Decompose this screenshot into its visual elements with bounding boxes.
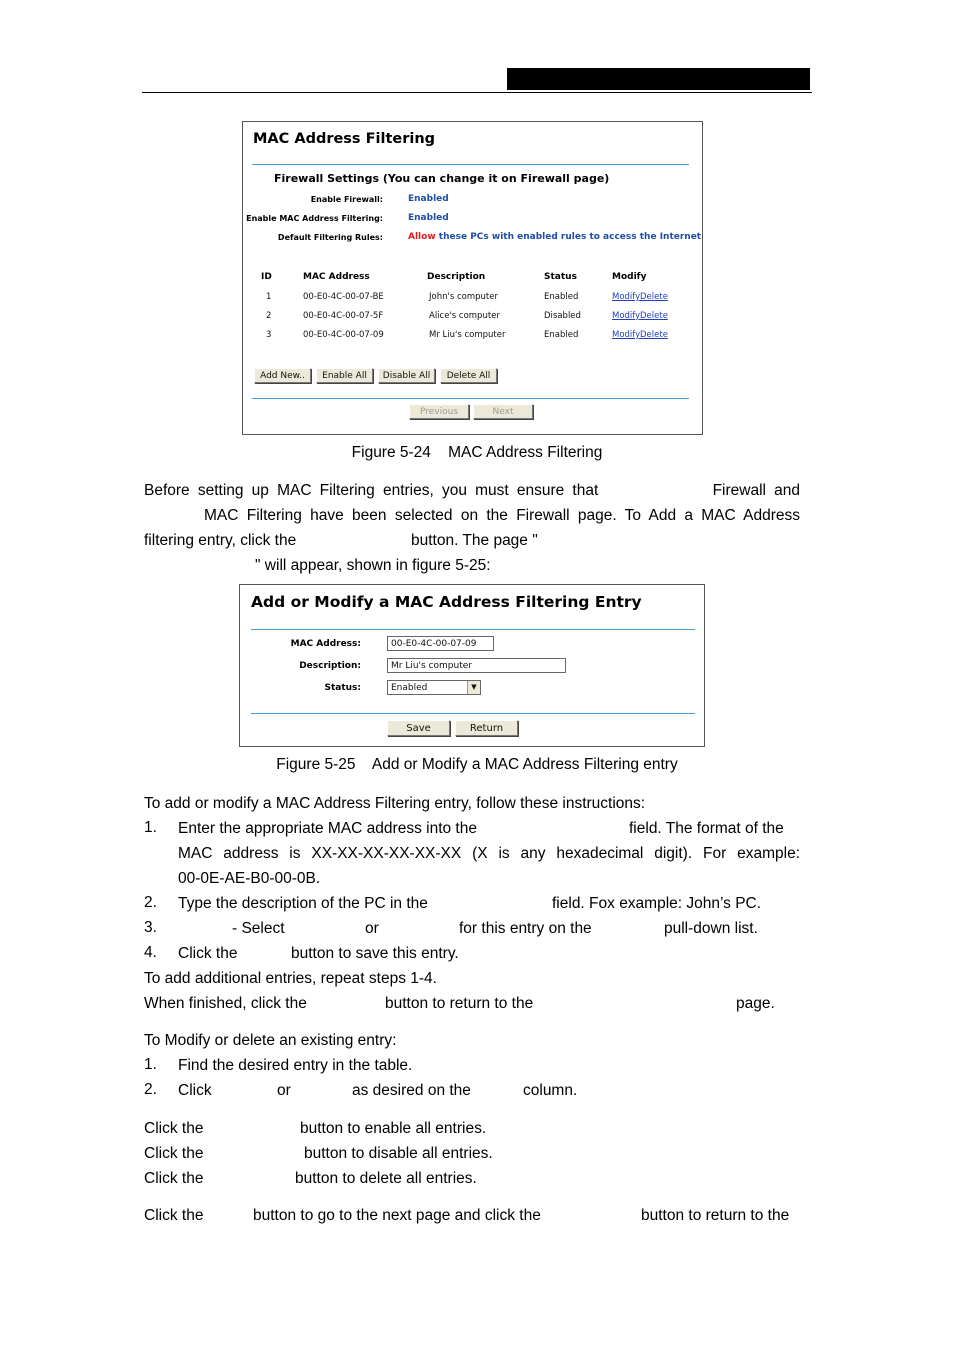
bulk-text: button to enable all entries.	[300, 1120, 487, 1137]
para-line: filtering entry, click the	[144, 532, 297, 549]
repeat-text: To add additional entries, repeat steps 1-4.	[144, 970, 437, 987]
previous-button[interactable]: Previous	[409, 404, 469, 419]
rules-text: these PCs with enabled rules to access the Internet	[438, 232, 702, 242]
bulk-text: button to delete all entries.	[295, 1170, 477, 1187]
bottom-rule	[252, 398, 689, 399]
title-rule	[251, 629, 695, 630]
table-row-status: Disabled	[544, 311, 581, 321]
step-text: Find the desired entry in the table.	[178, 1057, 413, 1074]
bulk-text: button to disable all entries.	[304, 1145, 493, 1162]
add-new-button[interactable]: Add New..	[254, 368, 311, 383]
bulk-text: Click the	[144, 1145, 204, 1162]
header-bar	[507, 68, 810, 90]
step-text: pull-down list.	[664, 920, 758, 937]
modify-intro: To Modify or delete an existing entry:	[144, 1032, 397, 1049]
para-line: MAC Filtering have been selected on the Firewall page. To Add a MAC Address	[204, 507, 800, 524]
title-rule	[252, 164, 689, 165]
col-status: Status	[544, 272, 577, 282]
step-text: for this entry on the	[459, 920, 592, 937]
finish-text: button to return to the	[385, 995, 534, 1012]
col-description: Description	[427, 272, 486, 282]
enable-mac-filtering-value: Enabled	[408, 213, 449, 223]
delete-link[interactable]: Delete	[640, 311, 668, 321]
figure-caption-5-25: Figure 5-25 Add or Modify a MAC Address Filtering entry	[276, 756, 678, 773]
description-input[interactable]: Mr Liu's computer	[387, 658, 566, 673]
modify-link[interactable]: Modify	[612, 311, 641, 321]
col-mac: MAC Address	[303, 272, 370, 282]
mac-filtering-screenshot	[242, 121, 703, 435]
add-modify-entry-screenshot	[239, 584, 705, 747]
header-rule	[142, 92, 812, 93]
finish-text: When finished, click the	[144, 995, 307, 1012]
next-button[interactable]: Next	[473, 404, 533, 419]
figure-caption-5-24: Figure 5-24 MAC Address Filtering	[351, 444, 603, 461]
step-number: 2.	[144, 894, 157, 911]
save-button[interactable]: Save	[387, 720, 450, 736]
default-rules-label: Default Filtering Rules:	[277, 233, 383, 242]
table-row-id: 3	[266, 330, 272, 340]
table-row-status: Enabled	[544, 292, 579, 302]
default-rules-value	[408, 232, 701, 242]
step-text: button to save this entry.	[291, 945, 459, 962]
description-label: Description:	[299, 661, 361, 671]
table-row-mac: 00-E0-4C-00-07-09	[303, 330, 384, 340]
delete-all-button[interactable]: Delete All	[440, 368, 497, 383]
delete-link[interactable]: Delete	[640, 292, 668, 302]
disable-all-button[interactable]: Disable All	[378, 368, 435, 383]
modify-link[interactable]: Modify	[612, 292, 641, 302]
table-row-mac: 00-E0-4C-00-07-BE	[303, 292, 384, 302]
firewall-settings-subtitle: Firewall Settings (You can change it on Firewall page)	[274, 172, 610, 185]
step-number: 1.	[144, 1056, 157, 1073]
step-number: 3.	[144, 919, 157, 936]
step-text: - Select	[232, 920, 285, 937]
step-number: 2.	[144, 1081, 157, 1098]
table-row-status: Enabled	[544, 330, 579, 340]
table-row-id: 2	[266, 311, 272, 321]
step-text: Enter the appropriate MAC address into the	[178, 820, 477, 837]
enable-firewall-label: Enable Firewall:	[310, 195, 383, 204]
enable-firewall-value: Enabled	[408, 194, 449, 204]
return-button[interactable]: Return	[455, 720, 518, 736]
bulk-text: Click the	[144, 1120, 204, 1137]
step-text: Click the	[178, 945, 238, 962]
col-id: ID	[261, 272, 272, 282]
table-row-id: 1	[266, 292, 272, 302]
instructions-intro: To add or modify a MAC Address Filtering entry, follow these instructions:	[144, 795, 646, 812]
allow-text: Allow	[408, 232, 436, 242]
paging-text: button to return to the	[641, 1207, 790, 1224]
mac-address-input[interactable]: 00-E0-4C-00-07-09	[387, 636, 494, 651]
step-text: Type the description of the PC in the	[178, 895, 428, 912]
step-text: MAC address is XX-XX-XX-XX-XX-XX (X is any hexadecimal digit). For example:	[178, 845, 800, 862]
finish-text: page.	[736, 995, 775, 1012]
modify-link[interactable]: Modify	[612, 330, 641, 340]
paging-text: button to go to the next page and click the	[253, 1207, 541, 1224]
step-text: as desired on the	[352, 1082, 471, 1099]
step-text: or	[277, 1082, 291, 1099]
status-selected-value: Enabled	[391, 683, 428, 693]
delete-link[interactable]: Delete	[640, 330, 668, 340]
panel-title: MAC Address Filtering	[253, 131, 436, 147]
enable-mac-filtering-label: Enable MAC Address Filtering:	[246, 214, 383, 223]
chevron-down-icon[interactable]: ▼	[467, 681, 480, 694]
paging-text: Click the	[144, 1207, 204, 1224]
table-row-description: John's computer	[429, 292, 498, 302]
step-text: field. Fox example: John’s PC.	[552, 895, 762, 912]
step-text: or	[365, 920, 379, 937]
step-number: 4.	[144, 944, 157, 961]
step-text: column.	[523, 1082, 578, 1099]
step-number: 1.	[144, 819, 157, 836]
col-modify: Modify	[612, 272, 647, 282]
step-text: field. The format of the	[629, 820, 784, 837]
table-row-description: Alice's computer	[429, 311, 500, 321]
status-label: Status:	[324, 683, 361, 693]
para-line: " will appear, shown in figure 5-25:	[255, 557, 491, 574]
table-row-description: Mr Liu's computer	[429, 330, 506, 340]
step-text: 00-0E-AE-B0-00-0B.	[178, 870, 321, 887]
bulk-text: Click the	[144, 1170, 204, 1187]
para-line: button. The page "	[411, 532, 538, 549]
step-text: Click	[178, 1082, 212, 1099]
bottom-rule	[251, 713, 695, 714]
para-line: Before setting up MAC Filtering entries, you must ensure that Firewall and	[144, 482, 800, 499]
mac-address-label: MAC Address:	[290, 639, 361, 649]
enable-all-button[interactable]: Enable All	[316, 368, 373, 383]
table-row-mac: 00-E0-4C-00-07-5F	[303, 311, 384, 321]
status-select[interactable]	[387, 680, 481, 695]
panel-title: Add or Modify a MAC Address Filtering Entry	[251, 593, 642, 611]
